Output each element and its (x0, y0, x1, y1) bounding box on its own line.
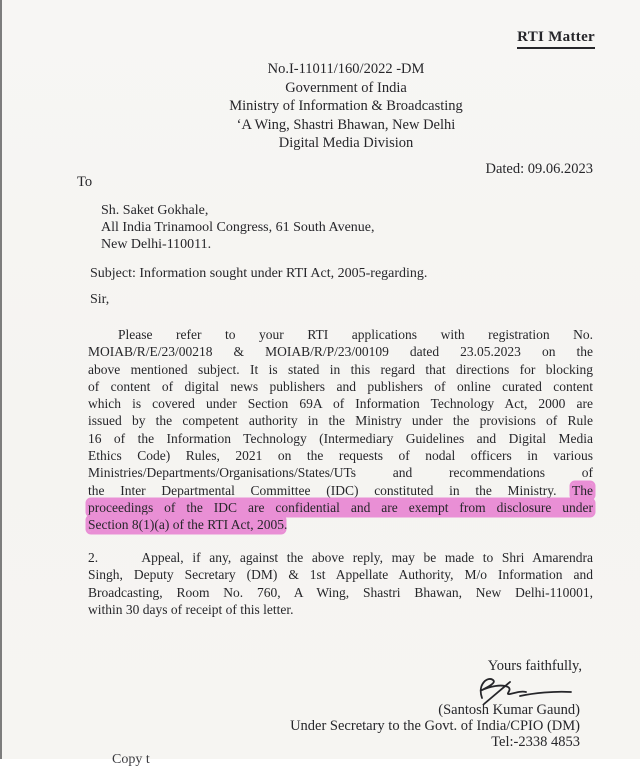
text-line (88, 499, 593, 516)
signatory-name: (Santosh Kumar Gaund) (438, 702, 580, 718)
signatory-designation: Under Secretary to the Govt. of India/CPIO (DM) (290, 718, 580, 735)
body-paragraph-1 (88, 326, 593, 534)
date-line: Dated: 09.06.2023 (485, 161, 593, 177)
text-line: Please refer to your RTI applications with registration No. (118, 327, 593, 342)
salutation: Sir, (90, 292, 110, 307)
text-line: Sh. Saket Gokhale, (101, 203, 209, 218)
text-line: within 30 days of receipt of this letter. (88, 601, 294, 617)
text-line: issued by the competent authority in the Ministry under the provisions of Rule (88, 413, 593, 429)
text-line: Ministry of Information & Broadcasting (229, 98, 463, 115)
text-line: Ministries/Departments/Organisations/States/UTs and recommendations of (88, 465, 593, 481)
highlighted-text: Section 8(1)(a) of the RTI Act, 2005 (88, 517, 285, 533)
text-line: Government of India (285, 79, 407, 96)
signature-block (290, 702, 580, 751)
highlighted-text: The (572, 482, 593, 498)
text-line: the Inter Departmental Committee (IDC) constituted in the Ministry. The (88, 482, 593, 498)
text-line: 2. Appeal, if any, against the above reply, may be made to Shri Amarendra (88, 550, 593, 565)
text-line: Section 8(1)(a) of the RTI Act, 2005. (88, 517, 288, 533)
text-line: New Delhi-110011. (101, 236, 212, 252)
text-line: which is covered under Section 69A of Information Technology Act, 2000 are (88, 396, 593, 412)
tel-line: Tel:-2338 4853 (491, 734, 580, 751)
text-line: Digital Media Division (278, 135, 414, 152)
letterhead (0, 60, 640, 153)
text-line: All India Trinamool Congress, 61 South Avenue, (101, 219, 375, 235)
highlighted-text: proceedings of the IDC are confidential and are exempt from disclosure under (88, 499, 593, 515)
text-line: MOIAB/R/E/23/00218 & MOIAB/R/P/23/00109 dated 23.05.2023 on the (88, 344, 593, 360)
text-line: 16 of the Information Technology (Intermediary Guidelines and Digital Media (88, 430, 593, 446)
text-line: of content of digital news publishers and publishers of online curated content (88, 378, 593, 394)
text-line: ‘A Wing, Shastri Bhawan, New Delhi (236, 116, 456, 133)
addressee-block (101, 203, 375, 253)
body-paragraph-2 (88, 549, 593, 618)
rti-matter-tag: RTI Matter (517, 29, 595, 49)
subject-line: Subject: Information sought under RTI Act, 2005-regarding. (90, 266, 428, 281)
page-bottom-fragment: Copy t (112, 752, 150, 767)
text-line: Singh, Deputy Secretary (DM) & 1st Appellate Authority, M/o Information and (88, 567, 593, 583)
to-label: To (77, 174, 93, 190)
text-line: Broadcasting, Room No. 760, A Wing, Shastri Bhawan, New Delhi-110001, (88, 584, 593, 600)
text-line: No.I-11011/160/2022 -DM (267, 61, 425, 77)
valediction: Yours faithfully, (487, 658, 582, 674)
text-line: Ethics Code) Rules, 2021 on the requests of nodal officers in various (88, 448, 593, 464)
text-line: above mentioned subject. It is stated in this regard that directions for blocking (88, 361, 593, 377)
